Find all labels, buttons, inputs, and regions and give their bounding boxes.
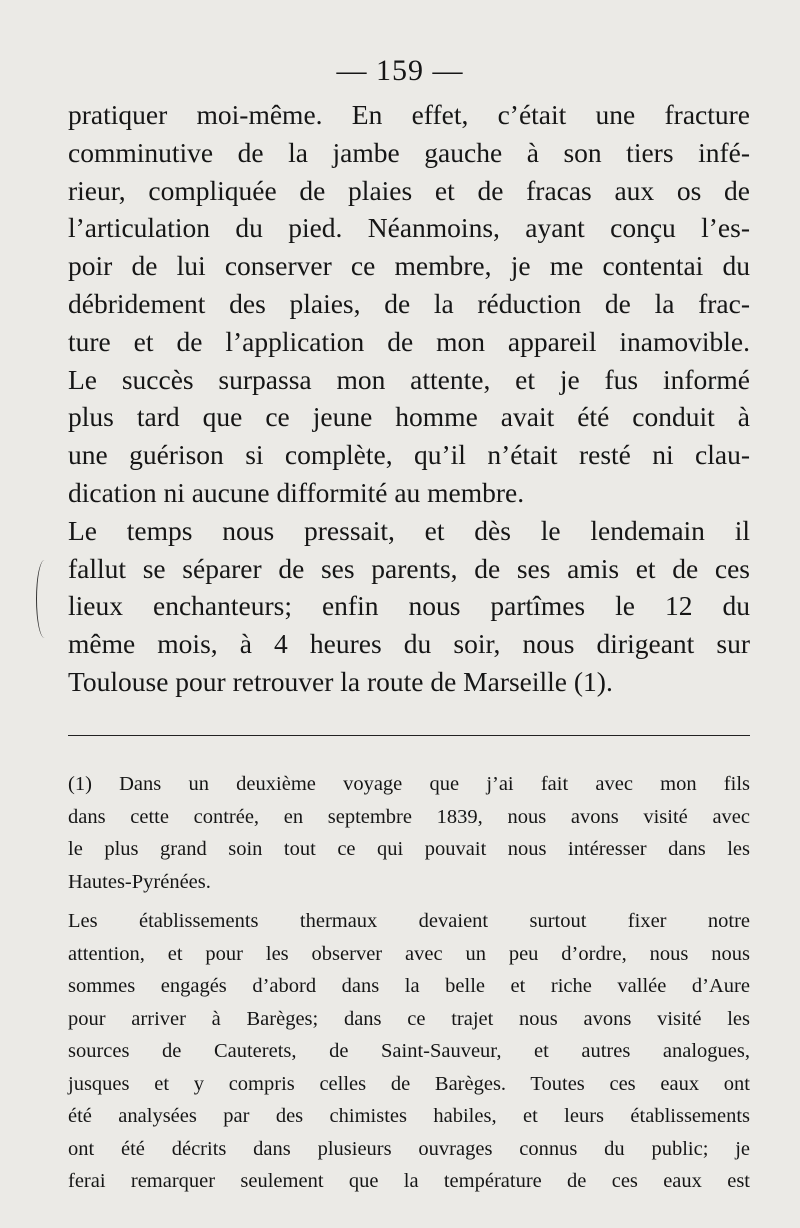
footnote-line: attention, et pour les observer avec un peu d’ordre, nous nous	[68, 942, 750, 965]
page-number: — 159 —	[336, 54, 464, 87]
text-line: l’articulation du pied. Néanmoins, ayant conçu l’es-	[68, 212, 750, 244]
footnote-line: ont été décrits dans plusieurs ouvrages connus du public; je	[68, 1137, 750, 1160]
footnote-line: jusques et y compris celles de Barèges. Toutes ces eaux ont	[68, 1072, 750, 1095]
text-line: dication ni aucune difformité au membre.	[68, 476, 525, 508]
footnote-line: ferai remarquer seulement que la température de ces eaux est	[68, 1170, 750, 1192]
footnote-line: été analysées par des chimistes habiles, et leurs établissements	[68, 1105, 750, 1127]
text-line: une guérison si complète, qu’il n’était resté ni clau-	[68, 439, 750, 471]
text-line: débridement des plaies, de la réduction de la frac-	[68, 287, 750, 319]
margin-bracket-mark	[36, 560, 53, 638]
footnote-line: sommes engagés d’abord dans la belle et riche vallée d’Aure	[68, 975, 750, 997]
footnote-block	[68, 768, 750, 1198]
footnote-line: Les établissements thermaux devaient surtout fixer notre	[68, 910, 750, 932]
text-line: ture et de l’application de mon appareil inamovible.	[68, 325, 750, 357]
text-line: poir de lui conserver ce membre, je me contentai du	[68, 250, 750, 282]
footnote-line: le plus grand soin tout ce qui pouvait nous intéresser dans les	[68, 838, 750, 860]
footnote-line: dans cette contrée, en septembre 1839, nous avons visité avec	[68, 805, 750, 828]
text-line: lieux enchanteurs; enfin nous partîmes le 12 du	[68, 590, 750, 622]
text-line: même mois, à 4 heures du soir, nous dirigeant sur	[68, 628, 750, 660]
footnote-line: sources de Cauterets, de Saint-Sauveur, et autres analogues,	[68, 1040, 750, 1062]
text-line: Toulouse pour retrouver la route de Marseille (1).	[68, 665, 613, 697]
text-line: plus tard que ce jeune homme avait été conduit à	[68, 401, 750, 433]
text-line: fallut se séparer de ses parents, de ses amis et de ces	[68, 552, 750, 584]
text-line: rieur, compliquée de plaies et de fracas aux os de	[68, 174, 750, 206]
text-line: Le succès surpassa mon attente, et je fus informé	[68, 363, 750, 395]
footnote-divider	[68, 735, 750, 736]
footnote-line: pour arriver à Barèges; dans ce trajet nous avons visité les	[68, 1007, 750, 1030]
footnote-line: Hautes-Pyrénées.	[68, 870, 211, 893]
footnote-line: (1) Dans un deuxième voyage que j’ai fait avec mon fils	[68, 773, 750, 795]
main-text-block	[68, 96, 750, 701]
text-line: comminutive de la jambe gauche à son tiers infé-	[68, 136, 750, 168]
paragraph-gap	[68, 898, 750, 905]
text-line: Le temps nous pressait, et dès le lendemain il	[68, 514, 750, 546]
text-line: pratiquer moi-même. En effet, c’était une fracture	[68, 99, 750, 130]
